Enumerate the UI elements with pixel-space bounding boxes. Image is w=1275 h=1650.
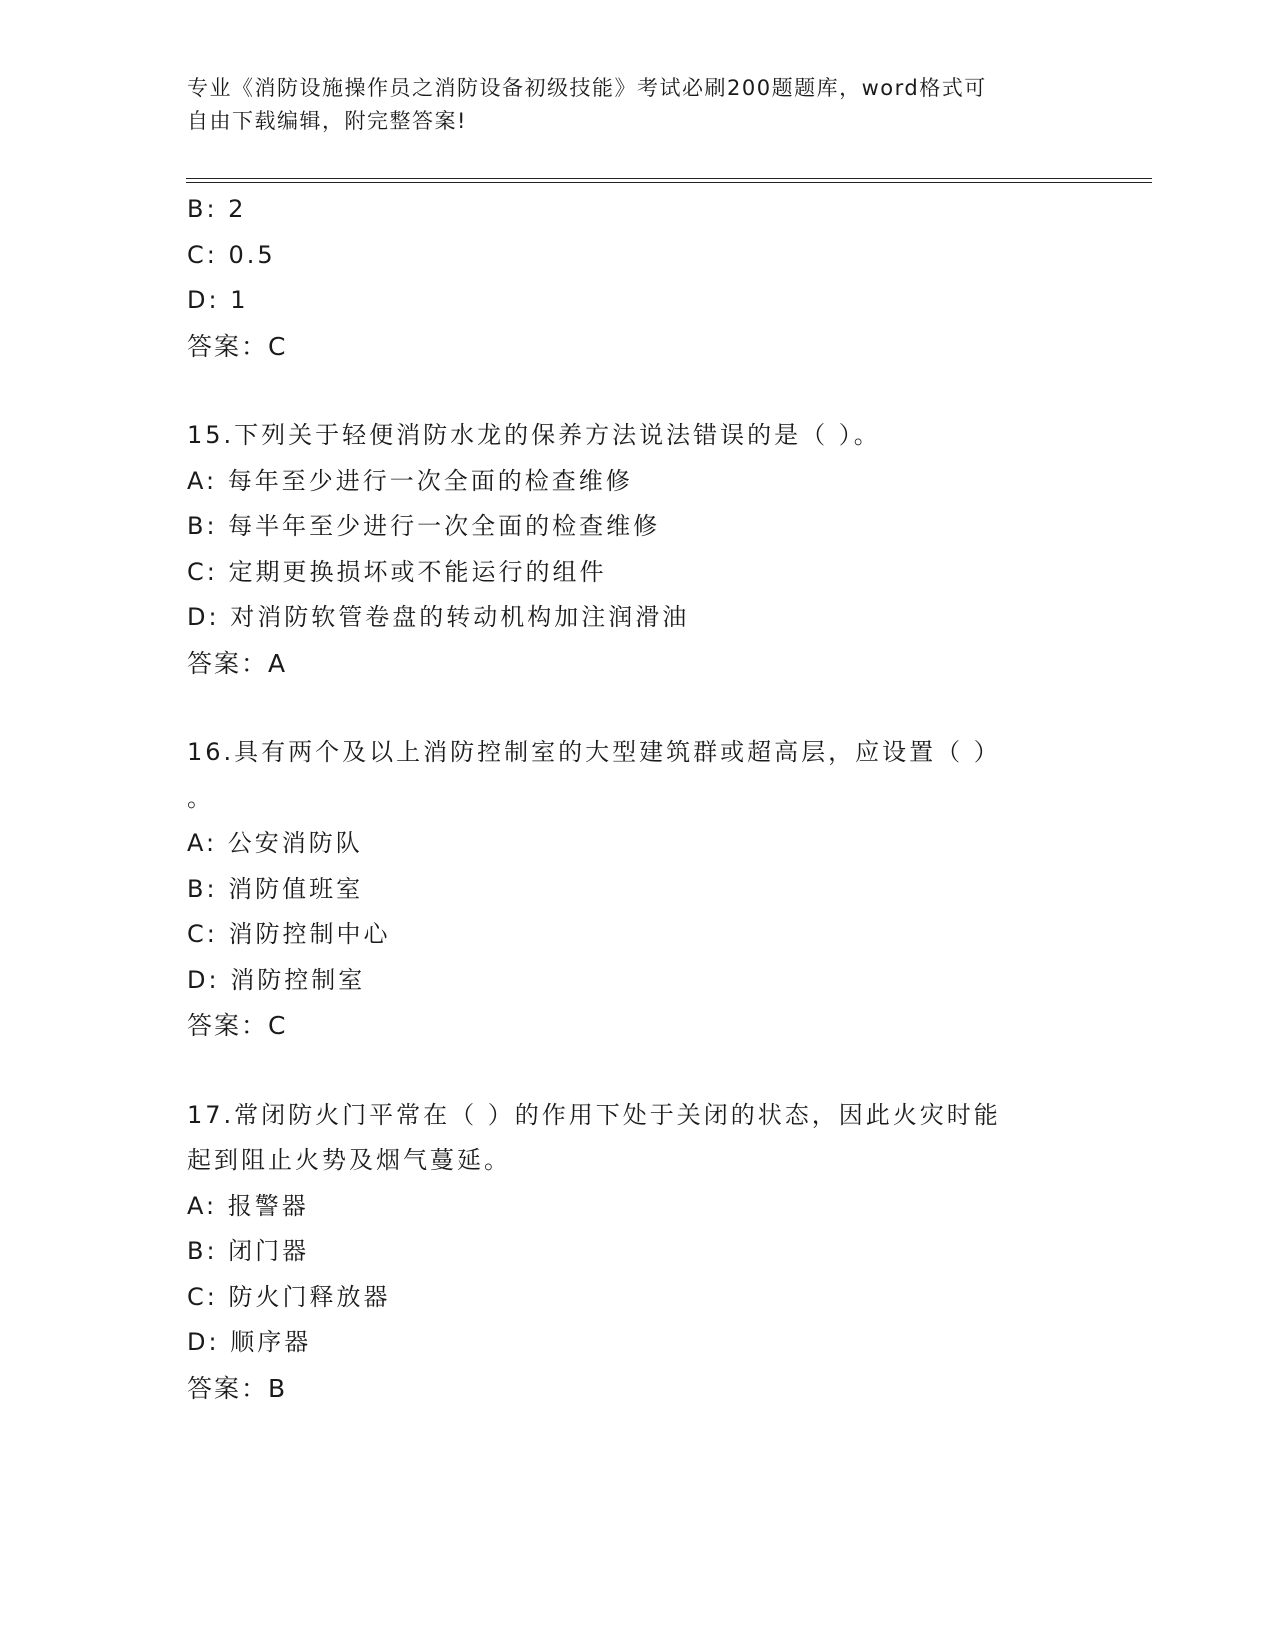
spacer bbox=[187, 1049, 1087, 1093]
option-b: B: 闭门器 bbox=[187, 1237, 310, 1265]
header-title-line-2: 自由下载编辑，附完整答案! bbox=[187, 109, 467, 133]
question-stem-continued: 。 bbox=[187, 783, 214, 812]
option-c: C: 消防控制中心 bbox=[187, 920, 391, 948]
option-c: C: 0.5 bbox=[187, 240, 276, 269]
option-b: B: 每半年至少进行一次全面的检查维修 bbox=[187, 512, 661, 540]
option-d: D: 1 bbox=[187, 286, 249, 314]
option-b: B: 消防值班室 bbox=[187, 874, 364, 903]
question-15 bbox=[187, 413, 1087, 686]
option-a: A: 公安消防队 bbox=[187, 829, 363, 857]
question-stem-continued: 起到阻止火势及烟气蔓延。 bbox=[187, 1146, 511, 1174]
header-divider bbox=[186, 178, 1152, 183]
option-c: C: 防火门释放器 bbox=[187, 1282, 391, 1311]
option-b: B: 2 bbox=[187, 195, 247, 223]
spacer bbox=[187, 369, 1087, 413]
document-header bbox=[187, 72, 1067, 138]
header-title-line-1: 专业《消防设施操作员之消防设备初级技能》考试必刷200题题库，word格式可 bbox=[187, 76, 987, 100]
answer-line: 答案：A bbox=[187, 648, 288, 678]
answer-line: 答案：B bbox=[187, 1373, 288, 1403]
question-16 bbox=[187, 730, 1087, 1049]
prev-question bbox=[187, 187, 1087, 369]
option-d: D: 消防控制室 bbox=[187, 965, 366, 994]
option-d: D: 对消防软管卷盘的转动机构加注润滑油 bbox=[187, 603, 690, 631]
answer-line: 答案：C bbox=[187, 1011, 288, 1040]
question-17 bbox=[187, 1093, 1087, 1412]
answer-line: 答案：C bbox=[187, 331, 288, 361]
question-stem: 16.具有两个及以上消防控制室的大型建筑群或超高层，应设置（ ） bbox=[187, 738, 1001, 766]
option-a: A: 报警器 bbox=[187, 1191, 309, 1220]
option-d: D: 顺序器 bbox=[187, 1328, 312, 1356]
question-stem: 15.下列关于轻便消防水龙的保养方法说法错误的是（ ）。 bbox=[187, 421, 881, 449]
option-c: C: 定期更换损坏或不能运行的组件 bbox=[187, 557, 607, 586]
question-content bbox=[187, 187, 1087, 1411]
spacer bbox=[187, 686, 1087, 730]
option-a: A: 每年至少进行一次全面的检查维修 bbox=[187, 466, 633, 495]
question-stem: 17.常闭防火门平常在（ ）的作用下处于关闭的状态，因此火灾时能 bbox=[187, 1100, 1001, 1129]
